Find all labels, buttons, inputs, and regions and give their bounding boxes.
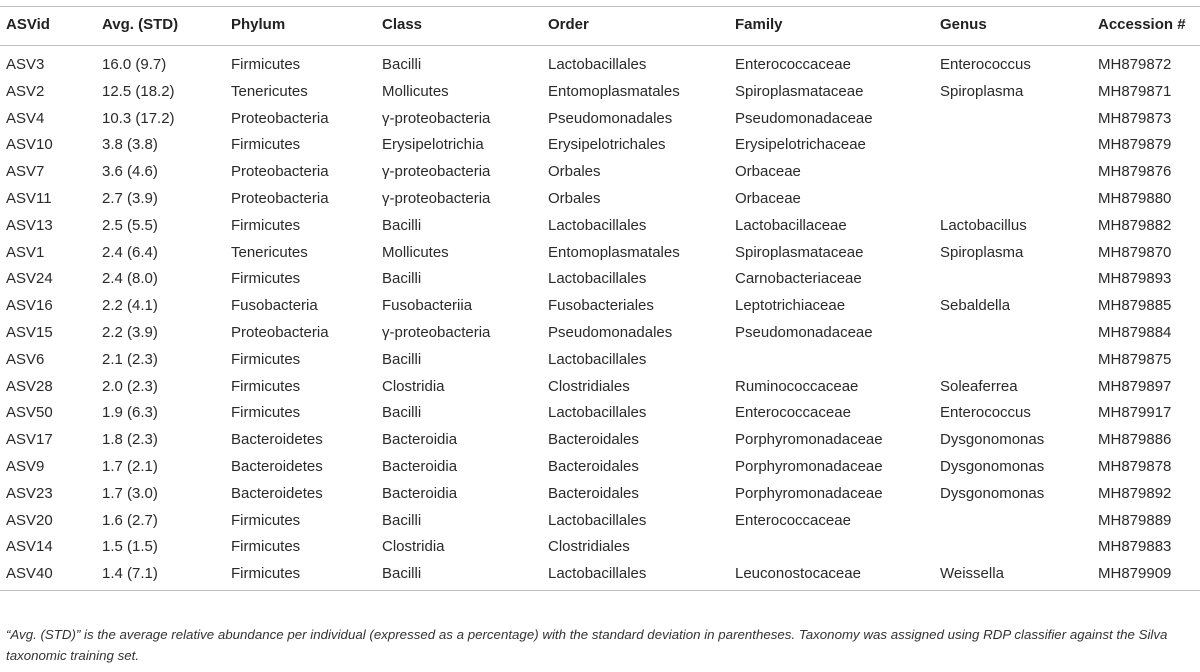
table-header-row (0, 12, 1200, 39)
cell-accession: MH879917 (1098, 404, 1172, 422)
table-row (0, 213, 1200, 240)
cell-order: Pseudomonadales (548, 109, 673, 127)
cell-avg: 10.3 (17.2) (102, 109, 175, 127)
cell-avg: 2.4 (8.0) (102, 270, 158, 288)
cell-asvid: ASV28 (6, 377, 53, 395)
cell-family: Spiroplasmataceae (735, 243, 864, 261)
cell-phylum: Firmicutes (231, 404, 301, 422)
cell-order: Bacteroidales (548, 458, 639, 475)
cell-order: Lactobacillales (548, 511, 647, 529)
cell-asvid: ASV3 (6, 56, 45, 73)
cell-genus: Dysgonomonas (940, 458, 1045, 475)
cell-avg: 12.5 (18.2) (102, 82, 175, 100)
cell-order: Erysipelotrichales (548, 136, 666, 154)
cell-avg: 2.5 (5.5) (102, 216, 158, 234)
table-row (0, 132, 1200, 159)
cell-avg: 2.7 (3.9) (102, 190, 158, 207)
cell-order: Lactobacillales (548, 216, 647, 234)
col-header-family: Family (735, 16, 783, 33)
cell-order: Bacteroidales (548, 484, 639, 502)
table-row (0, 240, 1200, 267)
cell-family: Enterococcaceae (735, 56, 851, 73)
cell-phylum: Firmicutes (231, 538, 301, 556)
cell-avg: 1.7 (3.0) (102, 484, 158, 502)
cell-class: γ-proteobacteria (382, 109, 491, 127)
cell-avg: 3.8 (3.8) (102, 136, 158, 154)
table-row (0, 454, 1200, 481)
col-header-order: Order (548, 16, 589, 33)
cell-phylum: Firmicutes (231, 350, 301, 368)
cell-phylum: Firmicutes (231, 377, 301, 395)
cell-accession: MH879893 (1098, 270, 1172, 288)
cell-family: Leptotrichiaceae (735, 297, 846, 315)
cell-phylum: Proteobacteria (231, 109, 329, 127)
cell-genus: Enterococcus (940, 56, 1031, 73)
cell-class: γ-proteobacteria (382, 163, 491, 181)
cell-family: Enterococcaceae (735, 404, 851, 422)
cell-phylum: Tenericutes (231, 82, 308, 100)
cell-class: Bacilli (382, 565, 422, 583)
table-row (0, 347, 1200, 374)
cell-accession: MH879873 (1098, 109, 1172, 127)
top-rule (0, 6, 1200, 7)
cell-order: Fusobacteriales (548, 297, 654, 315)
cell-class: Bacilli (382, 270, 422, 288)
cell-order: Entomoplasmatales (548, 82, 680, 100)
cell-family: Orbaceae (735, 163, 801, 181)
cell-order: Lactobacillales (548, 56, 647, 73)
cell-family: Porphyromonadaceae (735, 458, 883, 475)
cell-genus: Dysgonomonas (940, 484, 1045, 502)
table-row (0, 159, 1200, 186)
table-row (0, 186, 1200, 213)
cell-avg: 1.8 (2.3) (102, 431, 158, 449)
table-row (0, 400, 1200, 427)
cell-class: Clostridia (382, 377, 445, 395)
cell-avg: 2.1 (2.3) (102, 350, 158, 368)
cell-class: Mollicutes (382, 82, 449, 100)
cell-order: Lactobacillales (548, 565, 647, 583)
cell-accession: MH879878 (1098, 458, 1172, 475)
col-header-asvid: ASVid (6, 16, 50, 33)
table-row (0, 427, 1200, 454)
cell-phylum: Bacteroidetes (231, 431, 323, 449)
cell-family: Spiroplasmataceae (735, 82, 864, 100)
cell-family: Porphyromonadaceae (735, 484, 883, 502)
cell-phylum: Fusobacteria (231, 297, 318, 315)
cell-phylum: Firmicutes (231, 565, 301, 583)
cell-asvid: ASV23 (6, 484, 53, 502)
cell-phylum: Proteobacteria (231, 324, 329, 341)
cell-order: Bacteroidales (548, 431, 639, 449)
table-row (0, 561, 1200, 588)
cell-genus: Enterococcus (940, 404, 1031, 422)
cell-phylum: Firmicutes (231, 136, 301, 154)
table-row (0, 106, 1200, 133)
cell-asvid: ASV13 (6, 216, 53, 234)
cell-genus: Sebaldella (940, 297, 1011, 315)
cell-family: Orbaceae (735, 190, 801, 207)
cell-accession: MH879889 (1098, 511, 1172, 529)
cell-family: Ruminococcaceae (735, 377, 859, 395)
cell-asvid: ASV14 (6, 538, 53, 556)
table-row (0, 508, 1200, 535)
cell-class: Clostridia (382, 538, 445, 556)
bottom-rule (0, 590, 1200, 591)
cell-asvid: ASV17 (6, 431, 53, 449)
cell-avg: 1.5 (1.5) (102, 538, 158, 556)
col-header-phylum: Phylum (231, 16, 286, 33)
cell-avg: 1.6 (2.7) (102, 511, 158, 529)
cell-family: Pseudomonadaceae (735, 109, 873, 127)
cell-order: Lactobacillales (548, 350, 647, 368)
cell-class: Bacteroidia (382, 458, 458, 475)
cell-order: Lactobacillales (548, 404, 647, 422)
cell-accession: MH879885 (1098, 297, 1172, 315)
table-row (0, 320, 1200, 347)
cell-phylum: Firmicutes (231, 216, 301, 234)
cell-accession: MH879875 (1098, 350, 1172, 368)
col-header-avg: Avg. (STD) (102, 16, 179, 33)
cell-phylum: Bacteroidetes (231, 484, 323, 502)
cell-asvid: ASV15 (6, 324, 53, 341)
cell-order: Entomoplasmatales (548, 243, 680, 261)
cell-avg: 1.4 (7.1) (102, 565, 158, 583)
cell-class: Bacteroidia (382, 431, 458, 449)
cell-accession: MH879886 (1098, 431, 1172, 449)
cell-class: Bacilli (382, 216, 422, 234)
table-row (0, 293, 1200, 320)
table-row (0, 79, 1200, 106)
cell-genus: Spiroplasma (940, 82, 1024, 100)
cell-family: Lactobacillaceae (735, 216, 847, 234)
cell-asvid: ASV24 (6, 270, 53, 288)
table-footnote: “Avg. (STD)” is the average relative abundance per individual (expressed as a percentage) with the standard deviation in parentheses. Taxonomy was assigned using RDP classifier against the Silva taxonomic training set. (6, 627, 1168, 663)
cell-order: Pseudomonadales (548, 324, 673, 341)
cell-class: γ-proteobacteria (382, 190, 491, 207)
cell-order: Lactobacillales (548, 270, 647, 288)
cell-asvid: ASV6 (6, 350, 45, 368)
cell-class: Bacilli (382, 350, 422, 368)
table-row (0, 52, 1200, 79)
cell-asvid: ASV4 (6, 109, 45, 127)
cell-class: Bacilli (382, 56, 422, 73)
cell-family: Porphyromonadaceae (735, 431, 883, 449)
cell-family: Pseudomonadaceae (735, 324, 873, 341)
cell-avg: 1.9 (6.3) (102, 404, 158, 422)
cell-asvid: ASV40 (6, 565, 53, 583)
col-header-accession: Accession # (1098, 16, 1186, 33)
cell-phylum: Firmicutes (231, 511, 301, 529)
cell-avg: 16.0 (9.7) (102, 56, 167, 73)
cell-accession: MH879897 (1098, 377, 1172, 395)
cell-accession: MH879892 (1098, 484, 1172, 502)
cell-class: Bacteroidia (382, 484, 458, 502)
cell-avg: 2.4 (6.4) (102, 243, 158, 261)
cell-avg: 2.2 (3.9) (102, 324, 158, 341)
cell-avg: 1.7 (2.1) (102, 458, 158, 475)
cell-class: γ-proteobacteria (382, 324, 491, 341)
cell-accession: MH879870 (1098, 243, 1172, 261)
cell-genus: Dysgonomonas (940, 431, 1045, 449)
cell-genus: Spiroplasma (940, 243, 1024, 261)
cell-family: Enterococcaceae (735, 511, 851, 529)
cell-avg: 2.0 (2.3) (102, 377, 158, 395)
cell-order: Orbales (548, 190, 601, 207)
cell-genus: Soleaferrea (940, 377, 1018, 395)
cell-asvid: ASV10 (6, 136, 53, 154)
header-rule (0, 45, 1200, 46)
cell-accession: MH879872 (1098, 56, 1172, 73)
table-row (0, 266, 1200, 293)
cell-asvid: ASV16 (6, 297, 53, 315)
cell-order: Clostridiales (548, 377, 630, 395)
cell-accession: MH879882 (1098, 216, 1172, 234)
cell-accession: MH879871 (1098, 82, 1172, 100)
cell-phylum: Firmicutes (231, 270, 301, 288)
cell-genus: Weissella (940, 565, 1004, 583)
cell-phylum: Tenericutes (231, 243, 308, 261)
cell-genus: Lactobacillus (940, 216, 1027, 234)
cell-asvid: ASV11 (6, 190, 52, 207)
cell-class: Fusobacteriia (382, 297, 473, 315)
cell-family: Carnobacteriaceae (735, 270, 862, 288)
table-row (0, 534, 1200, 561)
cell-phylum: Proteobacteria (231, 190, 329, 207)
cell-family: Leuconostocaceae (735, 565, 861, 583)
col-header-genus: Genus (940, 16, 987, 33)
cell-accession: MH879883 (1098, 538, 1172, 556)
cell-accession: MH879880 (1098, 190, 1172, 207)
cell-asvid: ASV7 (6, 163, 45, 181)
cell-accession: MH879909 (1098, 565, 1172, 583)
cell-class: Bacilli (382, 404, 422, 422)
cell-order: Orbales (548, 163, 601, 181)
cell-accession: MH879876 (1098, 163, 1172, 181)
cell-phylum: Firmicutes (231, 56, 301, 73)
cell-class: Erysipelotrichia (382, 136, 484, 154)
cell-phylum: Bacteroidetes (231, 458, 323, 475)
table-row (0, 481, 1200, 508)
cell-class: Mollicutes (382, 243, 449, 261)
table-row (0, 374, 1200, 401)
cell-avg: 2.2 (4.1) (102, 297, 158, 315)
cell-asvid: ASV9 (6, 458, 45, 475)
cell-asvid: ASV1 (6, 243, 45, 261)
cell-asvid: ASV20 (6, 511, 53, 529)
cell-phylum: Proteobacteria (231, 163, 329, 181)
col-header-class: Class (382, 16, 423, 33)
cell-asvid: ASV50 (6, 404, 53, 422)
cell-order: Clostridiales (548, 538, 630, 556)
cell-asvid: ASV2 (6, 82, 45, 100)
cell-accession: MH879879 (1098, 136, 1172, 154)
cell-accession: MH879884 (1098, 324, 1172, 341)
cell-class: Bacilli (382, 511, 422, 529)
cell-avg: 3.6 (4.6) (102, 163, 158, 181)
cell-family: Erysipelotrichaceae (735, 136, 866, 154)
